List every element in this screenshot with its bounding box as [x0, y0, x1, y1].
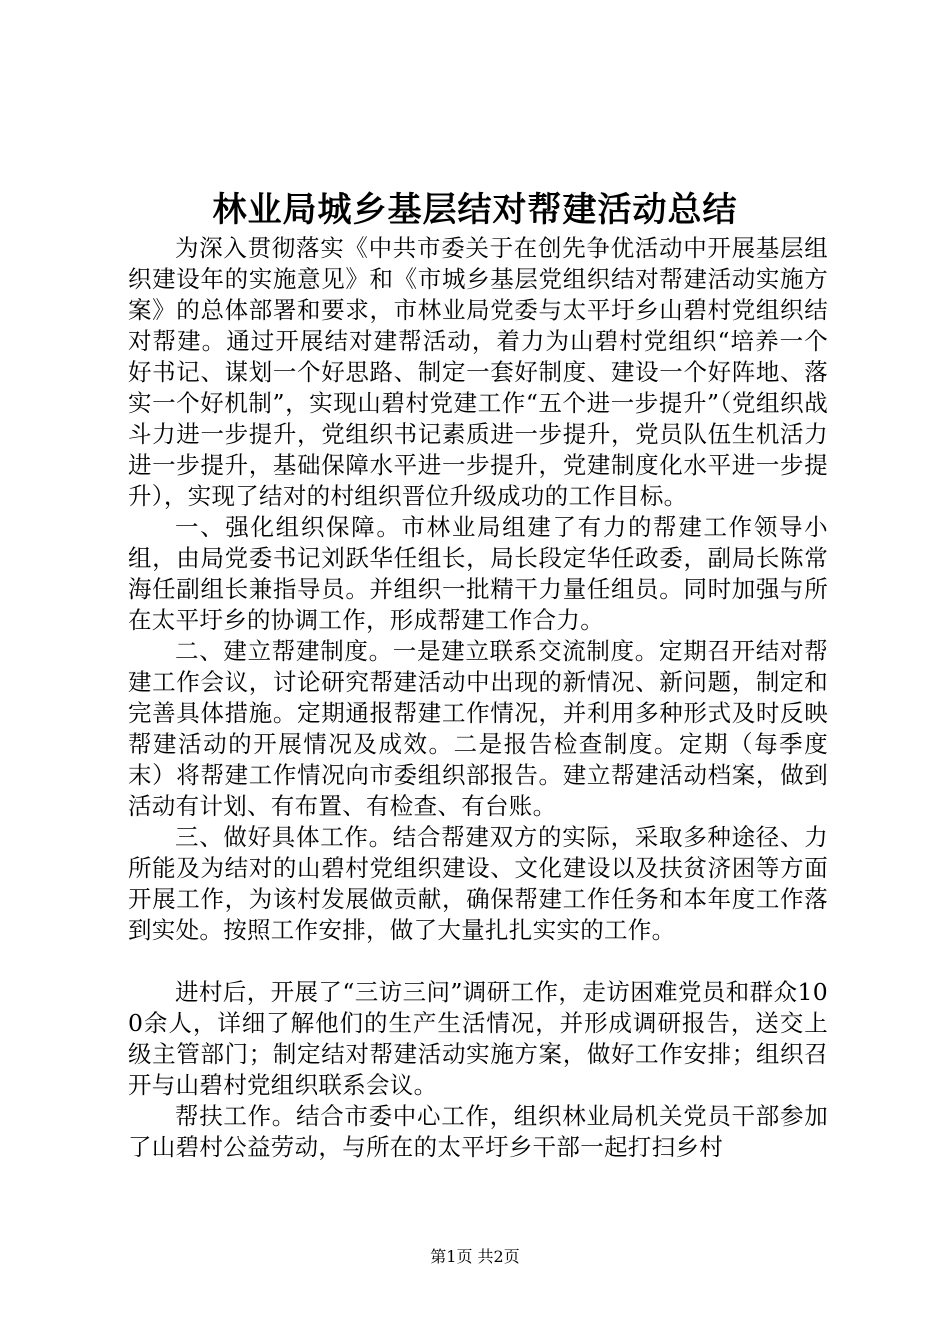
document-body — [128, 233, 828, 1163]
section-2-paragraph: 二、建立帮建制度。一是建立联系交流制度。定期召开结对帮建工作会议，讨论研究帮建活动中出现的新情况、新问题，制定和完善具体措施。定期通报帮建工作情况，并利用多种形式及时反映帮建活动的开展情况及成效。二是报告检查制度。定期（每季度末）将帮建工作情况向市委组织部报告。建立帮建活动档案，做到活动有计划、有布置、有检查、有台账。 — [128, 637, 828, 820]
section-1-paragraph: 一、强化组织保障。市林业局组建了有力的帮建工作领导小组，由局党委书记刘跃华任组长，局长段定华任政委，副局长陈常海任副组长兼指导员。并组织一批精干力量任组员。同时加强与所在太平圩乡的协调工作，形成帮建工作合力。 — [128, 513, 828, 634]
document-title: 林业局城乡基层结对帮建活动总结 — [212, 190, 738, 230]
page-footer — [0, 1246, 950, 1268]
page-number: 第1页 共2页 — [430, 1247, 520, 1266]
village-visit-paragraph: 进村后，开展了“三访三问”调研工作，走访困难党员和群众100余人，详细了解他们的生产生活情况，并形成调研报告，送交上级主管部门；制定结对帮建活动实施方案，做好工作安排；组织召开与山碧村党组织联系会议。 — [128, 978, 828, 1099]
assistance-paragraph: 帮扶工作。结合市委中心工作，组织林业局机关党员干部参加了山碧村公益劳动，与所在的太平圩乡干部一起打扫乡村 — [128, 1102, 828, 1161]
intro-paragraph: 为深入贯彻落实《中共市委关于在创先争优活动中开展基层组织建设年的实施意见》和《市城乡基层党组织结对帮建活动实施方案》的总体部署和要求，市林业局党委与太平圩乡山碧村党组织结对帮建。通过开展结对建帮活动，着力为山碧村党组织“培养一个好书记、谋划一个好思路、制定一套好制度、建设一个好阵地、落实一个好机制”，实现山碧村党建工作“五个进一步提升”（党组织战斗力进一步提升，党组织书记素质进一步提升，党员队伍生机活力进一步提升，基础保障水平进一步提升，党建制度化水平进一步提升），实现了结对的村组织晋位升级成功的工作目标。 — [128, 234, 828, 510]
section-3-paragraph: 三、做好具体工作。结合帮建双方的实际，采取多种途径、力所能及为结对的山碧村党组织建设、文化建设以及扶贫济困等方面开展工作，为该村发展做贡献，确保帮建工作任务和本年度工作落到实处。按照工作安排，做了大量扎扎实实的工作。 — [128, 823, 828, 944]
